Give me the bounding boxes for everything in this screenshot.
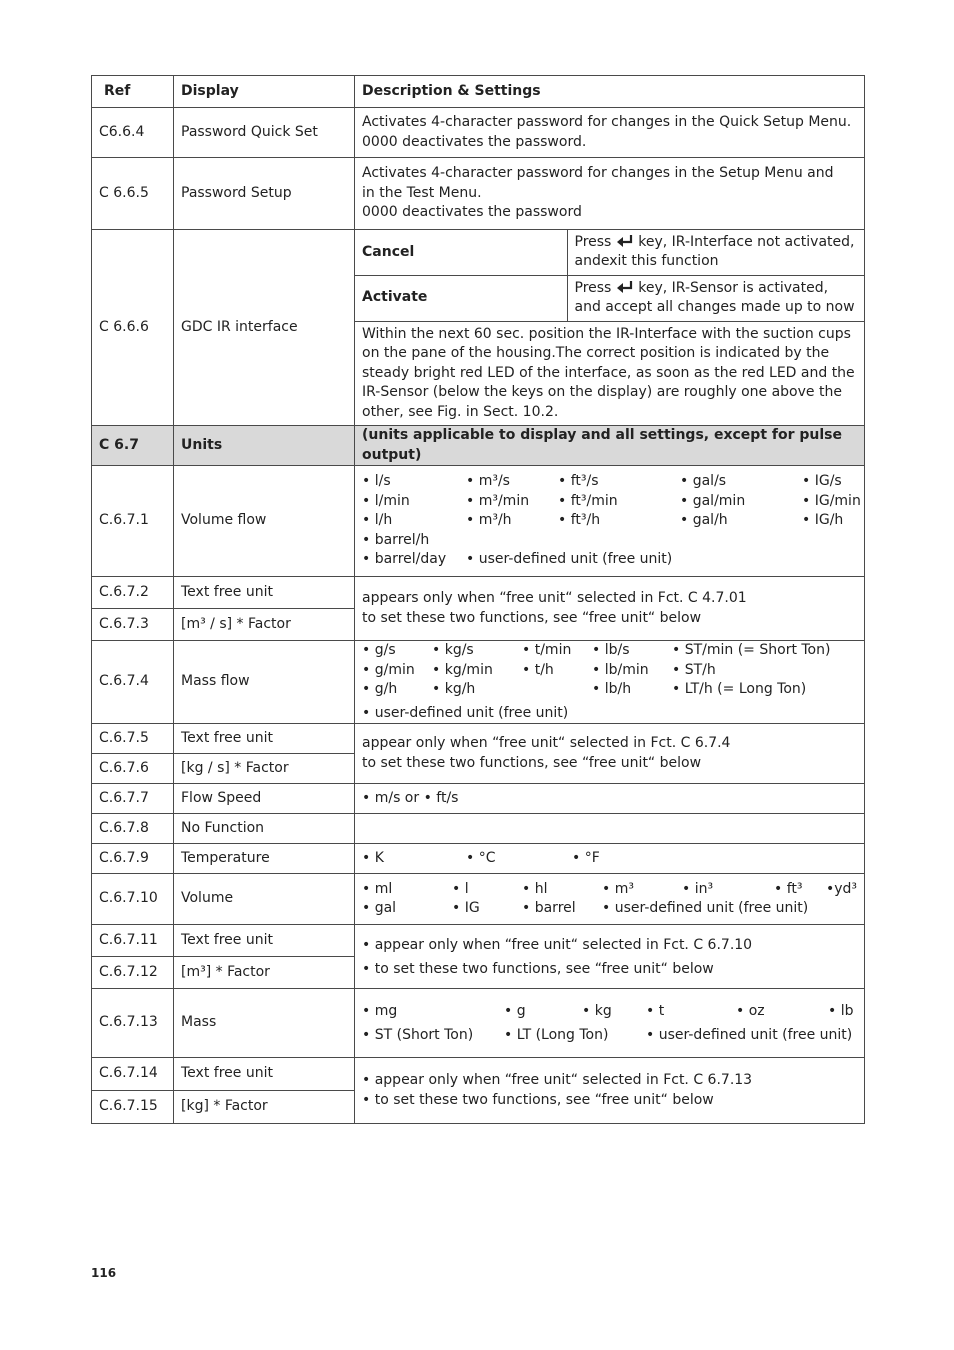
description-cell: • l/s • m³/s • ft³/s • gal/s • IG/s • l/min • m³/min • ft³/min • gal/min • IG/min • l/h • m³/h • ft³/h • gal/h • IG/h • barrel/h • barrel/day • user-defined unit (free unit) (355, 466, 865, 577)
header-description: Description & Settings (355, 76, 865, 108)
display-cell: No Function (174, 814, 355, 844)
display-cell: [m³ / s] * Factor (174, 609, 355, 641)
table-row (92, 1058, 865, 1091)
table-row (92, 925, 865, 957)
option-cancel-label: Cancel (355, 230, 567, 275)
ref-cell: C.6.7.13 (92, 989, 174, 1058)
ref-cell: C.6.7.6 (92, 754, 174, 784)
display-cell: [kg / s] * Factor (174, 754, 355, 784)
enter-key-icon (616, 280, 634, 294)
table-row (92, 874, 865, 925)
ref-cell: C.6.7.1 (92, 466, 174, 577)
table-row (92, 784, 865, 814)
display-cell: Volume flow (174, 466, 355, 577)
table-row (92, 108, 865, 158)
ref-cell: C6.6.4 (92, 108, 174, 158)
description-cell: (units applicable to display and all settings, except for pulse output) (355, 426, 865, 466)
header-display: Display (174, 76, 355, 108)
description-cell: Activates 4-character password for changes in the Setup Menu and in the Test Menu. 0000 deactivates the password (355, 158, 865, 230)
option-activate-label: Activate (355, 275, 567, 321)
ir-instruction-text: Within the next 60 sec. position the IR-Interface with the suction cups on the pane of the housing.The correct position is indicated by the steady bright red LED of the interface, as soon as the red LED and the IR-Sensor (below the keys on the display) are roughly one above the other, see Fig. in Sect. 10.2. (362, 325, 855, 420)
display-cell: Text free unit (174, 577, 355, 609)
table-row (92, 814, 865, 844)
ref-cell: C 6.6.6 (92, 230, 174, 426)
display-cell: Text free unit (174, 724, 355, 754)
ref-cell: C.6.7.3 (92, 609, 174, 641)
description-cell: Activates 4-character password for changes in the Quick Setup Menu. 0000 deactivates the password. (355, 108, 865, 158)
ref-cell: C.6.7.4 (92, 641, 174, 724)
display-cell: Units (174, 426, 355, 466)
option-cancel-text: Press key, IR-Interface not activated, andexit this function (567, 230, 864, 275)
ref-cell: C.6.7.7 (92, 784, 174, 814)
description-cell: • appear only when “free unit“ selected in Fct. C 6.7.10 • to set these two functions, see “free unit“ below (355, 925, 865, 989)
table-row (92, 844, 865, 874)
description-cell: • g/s • kg/s • t/min • lb/s • ST/min (= Short Ton) • g/min • kg/min • t/h • lb/min • ST/h • g/h • kg/h • lb/h • LT/h (= Long Ton) • user-defined unit (free unit) (355, 641, 865, 724)
display-cell: [kg] * Factor (174, 1091, 355, 1124)
ref-cell: C 6.7 (92, 426, 174, 466)
display-cell: Temperature (174, 844, 355, 874)
table-row (92, 230, 865, 426)
volume-units: • ml • l • hl • m³ • in³ • ft³ •yd³ (362, 880, 857, 900)
ref-cell: C.6.7.9 (92, 844, 174, 874)
enter-key-icon (616, 234, 634, 248)
display-cell: Text free unit (174, 925, 355, 957)
ref-cell: C.6.7.11 (92, 925, 174, 957)
settings-table (91, 75, 865, 1124)
ref-cell: C 6.6.5 (92, 158, 174, 230)
description-cell (355, 844, 865, 874)
option-activate-text: Press key, IR-Sensor is activated, and accept all changes made up to now (567, 275, 864, 321)
page-number: 116 (91, 1266, 117, 1280)
ref-cell: C.6.7.12 (92, 957, 174, 989)
display-cell: Flow Speed (174, 784, 355, 814)
display-cell: Password Setup (174, 158, 355, 230)
display-cell: Mass flow (174, 641, 355, 724)
table-row (92, 577, 865, 609)
ref-cell: C.6.7.5 (92, 724, 174, 754)
table-row (92, 466, 865, 577)
description-cell: • appear only when “free unit“ selected in Fct. C 6.7.13 • to set these two functions, see “free unit“ below (355, 1058, 865, 1124)
mass-units: • mg • g • kg • t • oz • lb (362, 999, 857, 1023)
mass-flow-units: • g/s • kg/s • t/min • lb/s • ST/min (= Short Ton) • g/min • kg/min • t/h • lb/min • ST/h • g/h • kg/h • lb/h • LT/h (= Long Ton) (362, 641, 857, 700)
description-cell: • m/s or • ft/s (355, 784, 865, 814)
description-cell: • mg • g • kg • t • oz • lb • ST (Short Ton) • LT (Long Ton) • user-defined unit (free unit) (355, 989, 865, 1058)
display-cell: Mass (174, 989, 355, 1058)
description-cell: appear only when “free unit“ selected in Fct. C 6.7.4 to set these two functions, see “free unit“ below (355, 724, 865, 784)
display-cell: GDC IR interface (174, 230, 355, 426)
ref-cell: C.6.7.8 (92, 814, 174, 844)
temperature-units: • K • °C • °F (362, 849, 857, 869)
display-cell: [m³] * Factor (174, 957, 355, 989)
display-cell: Password Quick Set (174, 108, 355, 158)
description-cell (355, 814, 865, 844)
table-row (92, 158, 865, 230)
ref-cell: C.6.7.10 (92, 874, 174, 925)
section-row-units (92, 426, 865, 466)
table-row (92, 724, 865, 754)
header-ref: Ref (92, 76, 174, 108)
volume-flow-units: • l/s • m³/s • ft³/s • gal/s • IG/s • l/min • m³/min • ft³/min • gal/min • IG/min • l/h • m³/h • ft³/h • gal/h • IG/h (362, 472, 857, 531)
display-cell: Text free unit (174, 1058, 355, 1091)
description-cell: • ml • l • hl • m³ • in³ • ft³ •yd³ • gal • IG • barrel • user-defined unit (free unit) (355, 874, 865, 925)
ref-cell: C.6.7.2 (92, 577, 174, 609)
table-row (92, 989, 865, 1058)
ir-options-table (355, 230, 864, 425)
ref-cell: C.6.7.14 (92, 1058, 174, 1091)
description-cell: appears only when “free unit“ selected in Fct. C 4.7.01 to set these two functions, see “free unit“ below (355, 577, 865, 641)
table-row (92, 641, 865, 724)
display-cell: Volume (174, 874, 355, 925)
description-cell (355, 230, 865, 426)
table-header-row (92, 76, 865, 108)
ref-cell: C.6.7.15 (92, 1091, 174, 1124)
